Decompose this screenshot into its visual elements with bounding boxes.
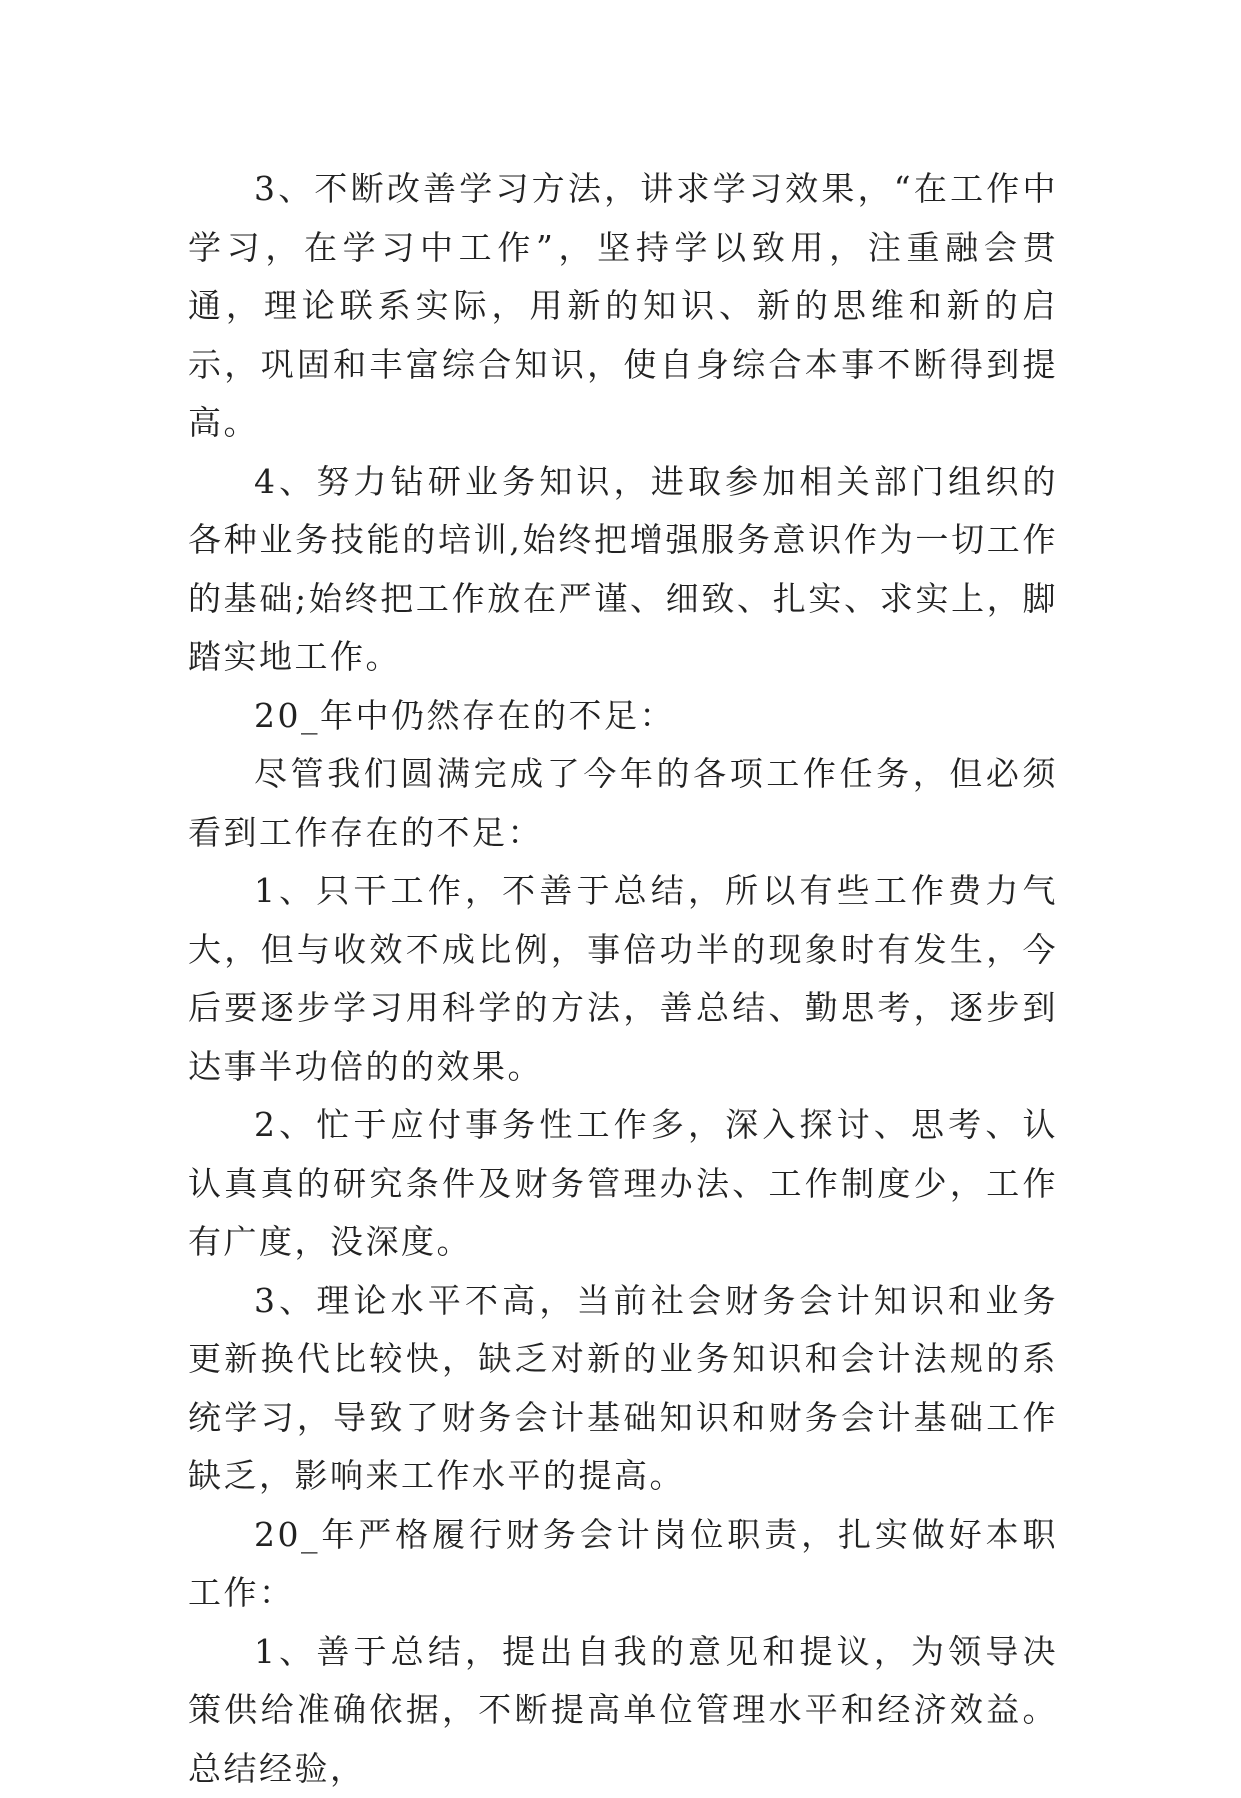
paragraph-duties-heading: 20_年严格履行财务会计岗位职责，扎实做好本职工作： [188, 1506, 1058, 1623]
paragraph-study-method: 3、不断改善学习方法，讲求学习效果，“在工作中学习，在学习中工作”，坚持学以致用，注重融会贯通，理论联系实际，用新的知识、新的思维和新的启示，巩固和丰富综合知识，使自身综合本事不断得到提高。 [188, 160, 1058, 453]
paragraph-shortcomings-heading: 20_年中仍然存在的不足： [188, 687, 1058, 746]
paragraph-duty-1: 1、善于总结，提出自我的意见和提议，为领导决策供给准确依据，不断提高单位管理水平和经济效益。总结经验， [188, 1623, 1058, 1798]
paragraph-business-knowledge: 4、努力钻研业务知识，进取参加相关部门组织的各种业务技能的培训,始终把增强服务意识作为一切工作的基础;始终把工作放在严谨、细致、扎实、求实上，脚踏实地工作。 [188, 453, 1058, 687]
document-body [188, 160, 1058, 1798]
paragraph-shortcoming-1: 1、只干工作，不善于总结，所以有些工作费力气大，但与收效不成比例，事倍功半的现象时有发生，今后要逐步学习用科学的方法，善总结、勤思考，逐步到达事半功倍的的效果。 [188, 862, 1058, 1096]
paragraph-shortcoming-2: 2、忙于应付事务性工作多，深入探讨、思考、认认真真的研究条件及财务管理办法、工作制度少，工作有广度，没深度。 [188, 1096, 1058, 1272]
paragraph-shortcomings-intro: 尽管我们圆满完成了今年的各项工作任务，但必须看到工作存在的不足： [188, 745, 1058, 862]
paragraph-shortcoming-3: 3、理论水平不高，当前社会财务会计知识和业务更新换代比较快，缺乏对新的业务知识和会计法规的系统学习，导致了财务会计基础知识和财务会计基础工作缺乏，影响来工作水平的提高。 [188, 1272, 1058, 1506]
